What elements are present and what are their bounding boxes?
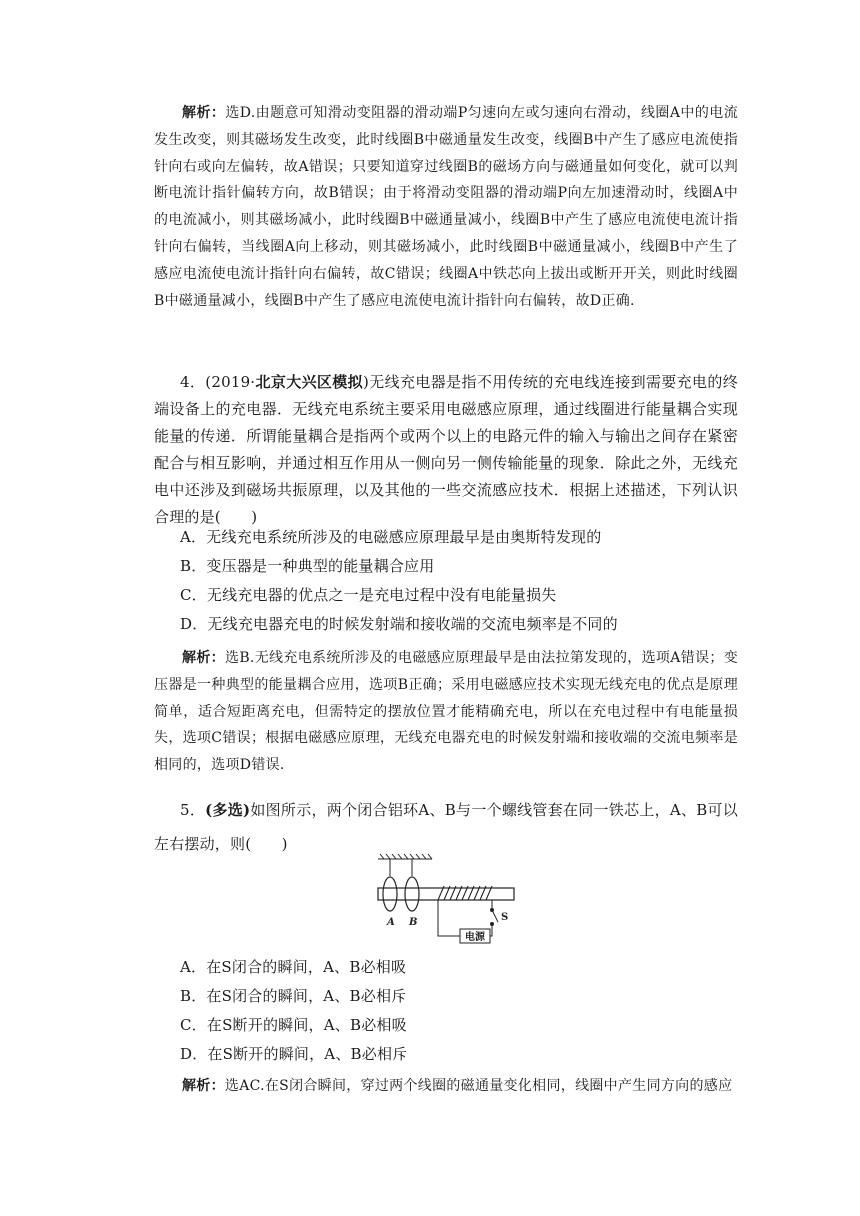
analysis-text: 选AC.在S闭合瞬间，穿过两个线圈的磁通量变化相同，线圈中产生同方向的感应 bbox=[224, 1078, 733, 1094]
ring-a-label: A bbox=[387, 917, 395, 928]
q4-option-a: A．无线充电系统所涉及的电磁感应原理最早是由奥斯特发现的 bbox=[180, 528, 602, 546]
ring-b-label: B bbox=[409, 917, 418, 928]
analysis-label: 解析： bbox=[182, 1078, 225, 1094]
ceiling-hatch bbox=[378, 854, 432, 876]
q4-option-d: D．无线充电器充电的时候发射端和接收端的交流电频率是不同的 bbox=[180, 615, 618, 633]
q4-option-c: C．无线充电器的优点之一是充电过程中没有电能量损失 bbox=[180, 586, 557, 604]
analysis-4 bbox=[154, 645, 738, 779]
analysis-3 bbox=[154, 100, 738, 314]
question-stem: 如图所示，两个闭合铝环A、B与一个螺线管套在同一铁芯上，A、B可以左右摆动，则( ) bbox=[154, 801, 738, 853]
q4-option-b: B．变压器是一种典型的能量耦合应用 bbox=[180, 557, 435, 575]
q5-option-b: B．在S闭合的瞬间，A、B必相斥 bbox=[180, 987, 407, 1005]
ring-b bbox=[405, 877, 419, 911]
question-number: 4．(2019· bbox=[180, 373, 256, 391]
switch-label: S bbox=[501, 912, 509, 923]
question-4 bbox=[154, 369, 738, 531]
q5-option-d: D．在S断开的瞬间，A、B必相斥 bbox=[180, 1045, 408, 1063]
analysis-text: 选B.无线充电系统所涉及的电磁感应原理最早是由法拉第发现的，选项A错误；变压器是一种典型的能量耦合应用，选项B正确；采用电磁感应技术实现无线充电的优点是原理简单，适合短距离充电，但需特定的摆放位置才能精确充电，所以在充电过程中有电能量损失，选项C错误；根据电磁感应原理，无线充电器充电的时候发射端和接收端的交流电频率是相同的，选项D错误. bbox=[154, 650, 738, 774]
q5-option-a: A．在S闭合的瞬间，A、B必相吸 bbox=[180, 958, 407, 976]
power-supply-label: 电源 bbox=[465, 932, 485, 943]
question-tag: (多选) bbox=[205, 801, 251, 819]
solenoid-figure bbox=[372, 850, 522, 950]
ring-a bbox=[383, 877, 397, 911]
analysis-text: 选D.由题意可知滑动变阻器的滑动端P匀速向左或匀速向右滑动，线圈A中的电流发生改变，则其磁场发生改变，此时线圈B中磁通量发生改变，线圈B中产生了感应电流使指针向右或向左偏转，故A错误；只要知道穿过线圈B的磁场方向与磁通量如何变化，就可以判断电流计指针偏转方向，故B错误；由于将滑动变阻器的滑动端P向左加速滑动时，线圈A中的电流减小，则其磁场减小，此时线圈B中磁通量减小，线圈B中产生了感应电流使电流计指针向右偏转，当线圈A向上移动，则其磁场减小，此时线圈B中磁通量减小，线圈B中产生了感应电流使电流计指针向右偏转，故C错误；线圈A中铁芯向上拔出或断开开关，则此时线圈B中磁通量减小，线圈B中产生了感应电流使电流计指针向右偏转，故D正确. bbox=[154, 105, 738, 309]
question-number: 5． bbox=[180, 801, 206, 819]
analysis-5 bbox=[154, 1073, 738, 1100]
analysis-label: 解析： bbox=[182, 650, 225, 666]
q5-option-c: C．在S断开的瞬间，A、B必相吸 bbox=[180, 1016, 407, 1034]
analysis-label: 解析： bbox=[182, 105, 226, 121]
question-stem: )无线充电器是指不用传统的充电线连接到需要充电的终端设备上的充电器．无线充电系统主要采用电磁感应原理，通过线圈进行能量耦合实现能量的传递．所谓能量耦合是指两个或两个以上的电路元件的输入与输出之间存在紧密配合与相互影响，并通过相互作用从一侧向另一侧传输能量的现象．除此之外，无线充电中还涉及到磁场共振原理，以及其他的一些交流感应技术．根据上述描述，下列认识合理的是( ) bbox=[154, 373, 738, 526]
question-source: 北京大兴区模拟 bbox=[255, 373, 364, 391]
